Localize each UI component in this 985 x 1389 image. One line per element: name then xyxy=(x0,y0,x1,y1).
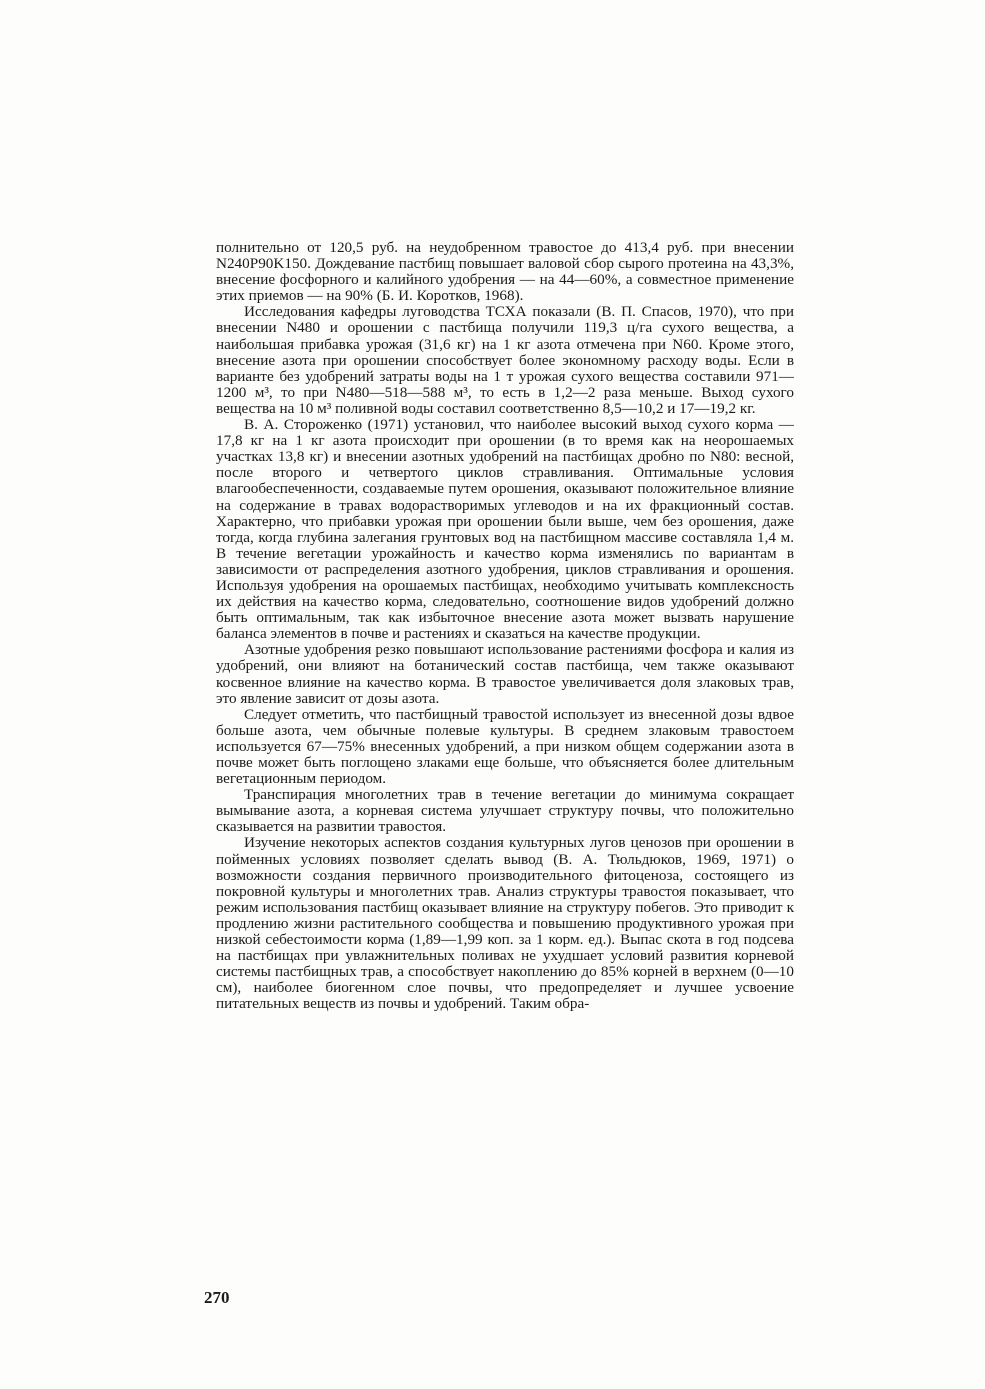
paragraph-nitrogen-fertilizers: Азотные удобрения резко повышают использование растениями фосфора и калия из удобрений, они влияют на ботанический состав пастбища, чем также оказывают косвенное влияние на качество корма. В травостое увеличивается доля злаковых трав, это явление зависит от дозы азота. xyxy=(216,641,794,707)
paragraph-spasov-study: Исследования кафедры луговодства ТСХА показали (В. П. Спасов, 1970), что при внесении N480 и орошении с пастбища получили 119,3 ц/га сухого вещества, а наибольшая прибавка урожая (31,6 кг) на 1 кг азота отмечена при N60. Кроме этого, внесение азота при орошении способствует более экономному расходу воды. Если в варианте без удобрений затраты воды на 1 т урожая сухого вещества составили 971—1200 м³, то при N480—518—588 м³, то есть в 1,2—2 раза меньше. Выход сухого вещества на 10 м³ поливной воды составил соответственно 8,5—10,2 и 17—19,2 кг. xyxy=(216,303,794,417)
paragraph-meadow-cenoses: Изучение некоторых аспектов создания культурных лугов ценозов при орошении в пойменных условиях позволяет сделать вывод (В. А. Тюльдюков, 1969, 1971) о возможности создания первичного производительного фитоценоза, состоящего из покровной культуры и многолетних трав. Анализ структуры травостоя показывает, что режим использования пастбищ оказывает влияние на структуру побегов. Это приводит к продлению жизни растительного сообщества и повышению продуктивного урожая при низкой себестоимости корма (1,89—1,99 коп. за 1 корм. ед.). Выпас скота в год подсева на пастбищах при увлажнительных поливах не ухудшает условий развития корневой системы пастбищных трав, а способствует накоплению до 85% корней в верхнем (0—10 см), наиболее биогенном слое почвы, что предопределяет и лучшее усвоение питательных веществ из почвы и удобрений. Таким обра- xyxy=(216,834,794,1013)
paragraph-continuation: полнительно от 120,5 руб. на неудобренном травостое до 413,4 руб. при внесении N240P90K150. Дождевание пастбищ повышает валовой сбор сырого протеина на 43,3%, внесение фосфорного и калийного удобрения — на 44—60%, а совместное применение этих приемов — на 90% (Б. И. Коротков, 1968). xyxy=(216,239,794,305)
paragraph-transpiration: Транспирация многолетних трав в течение вегетации до минимума сокращает вымывание азота, а корневая система улучшает структуру почвы, что положительно сказывается на развитии травостоя. xyxy=(216,786,794,836)
page-number: 270 xyxy=(204,1288,230,1307)
body-text xyxy=(216,240,794,1013)
paragraph-nitrogen-uptake: Следует отметить, что пастбищный травостой использует из внесенной дозы вдвое больше азота, чем обычные полевые культуры. В среднем злаковым травостоем используется 67—75% внесенных удобрений, а при низком общем содержании азота в почве может быть поглощено злаками еще больше, что объясняется более длительным вегетационным периодом. xyxy=(216,705,794,788)
paragraph-storozhenko-study: В. А. Стороженко (1971) установил, что наиболее высокий выход сухого корма — 17,8 кг на 1 кг азота происходит при орошении (в то время как на неорошаемых участках 13,8 кг) и внесении азотных удобрений на пастбищах дробно по N80: весной, после второго и четвертого циклов стравливания. Оптимальные условия влагообеспеченности, создаваемые путем орошения, оказывают положительное влияние на содержание в травах водорастворимых углеводов и на их фракционный состав. Характерно, что прибавки урожая при орошении были выше, чем без орошения, даже тогда, когда глубина залегания грунтовых вод на пастбищном массиве составляла 1,4 м. В течение вегетации урожайность и качество корма изменялись по вариантам в зависимости от распределения азотного удобрения, циклов стравливания и орошения. Используя удобрения на орошаемых пастбищах, необходимо учитывать комплексность их действия на качество корма, следовательно, соотношение видов удобрений должно быть оптимальным, так как избыточное внесение азота может вызвать нарушение баланса элементов в почве и растениях и сказаться на качестве продукции. xyxy=(216,416,794,643)
